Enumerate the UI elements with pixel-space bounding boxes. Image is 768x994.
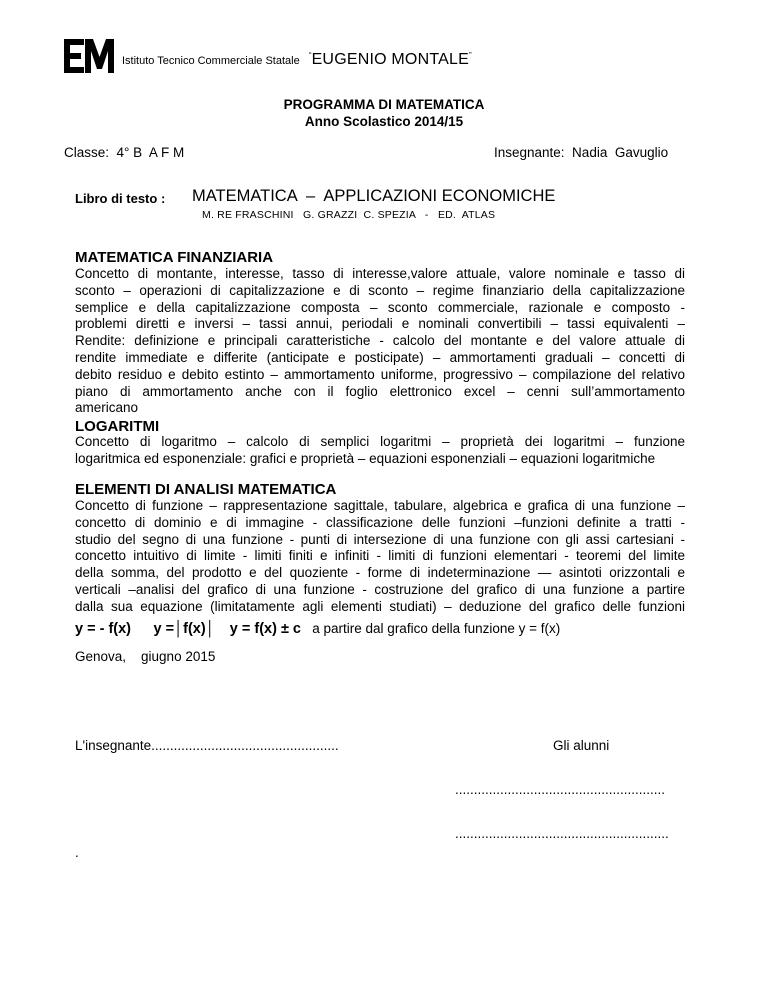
formula-negative: y = - f(x) [75, 621, 131, 637]
teacher-signature-line: L'insegnante.................................................. [75, 738, 339, 753]
text-line: problemi diretti e inversi – tassi annui, periodali e nominali convertibili – tassi equivalenti – [75, 316, 685, 332]
formula-line [75, 621, 560, 637]
document-title: PROGRAMMA DI MATEMATICA [283, 97, 485, 112]
text-line: concetto di dominio e di immagine - classificazione delle funzioni –funzioni definite a tratti - [75, 514, 685, 530]
section-title-analisi-matematica: ELEMENTI DI ANALISI MATEMATICA [75, 481, 337, 498]
text-line: logaritmica ed esponenziale: grafici e proprietà – equazioni esponenziali – equazioni logaritmiche [75, 450, 656, 466]
text-line: Concetto di logaritmo – calcolo di semplici logaritmi – proprietà dei logaritmi – funzione [75, 434, 685, 449]
textbook-authors: M. RE FRASCHINI G. GRAZZI C. SPEZIA - ED. ATLAS [202, 209, 496, 221]
section-body-analisi-matematica [75, 498, 685, 616]
text-line: Concetto di montante, interesse, tasso di interesse,valore attuale, valore nominale e tasso di [75, 266, 685, 281]
formula-tail: a partire dal grafico della funzione y = f(x) [312, 621, 561, 636]
institute-name: EUGENIO MONTALE [311, 51, 469, 68]
text-line: semplice e della capitalizzazione composta – sconto commerciale, razionale e composto - [75, 299, 685, 315]
student-signature-line-2: ......................................................... [455, 826, 669, 841]
text-line: rendite immediate e differite (anticipate e posticipate) – ammortamenti graduali – concetti di [75, 349, 685, 365]
school-header [122, 51, 472, 69]
class-info: Classe: 4° B A F M [64, 145, 185, 160]
section-title-matematica-finanziaria: MATEMATICA FINANZIARIA [75, 249, 274, 266]
text-line: debito residuo e debito estinto – ammortamento uniforme, progressivo – compilazione del relativo [75, 366, 685, 382]
textbook-title: MATEMATICA – APPLICAZIONI ECONOMICHE [192, 187, 556, 205]
text-line: dalla sua equazione (limitatamente agli elementi studiati) – deduzione del grafico delle funzioni [75, 598, 685, 614]
text-line: Rendite: definizione e principali caratteristiche - calcolo del montante e del valore attuale di [75, 333, 685, 349]
text-line: della somma, del prodotto e del quoziente - forme di indeterminazione — asintoti orizzontali e [75, 565, 685, 581]
close-quote: ” [468, 51, 472, 60]
place-date: Genova, giugno 2015 [75, 649, 216, 664]
em-logo-icon [64, 39, 114, 73]
text-line: studio del segno di una funzione - punti di intersezione di una funzione con gli assi cartesiani - [75, 531, 685, 547]
section-body-matematica-finanziaria [75, 266, 685, 417]
text-line: Concetto di funzione – rappresentazione sagittale, tabulare, algebrica e grafica di una funzione – [75, 498, 685, 513]
formula-absolute: y =│f(x)│ [153, 621, 215, 637]
textbook-label: Libro di testo : [75, 191, 166, 206]
text-line: concetto intuitivo di limite - limiti finiti e infiniti - limiti di funzioni elementari - teoremi del limite [75, 548, 685, 564]
text-line: sconto – operazioni di capitalizzazione e di sconto – regime finanziario della capitalizzazione [75, 282, 685, 298]
text-line: verticali –analisi del grafico di una funzione - costruzione del grafico di una funzione a partire [75, 581, 685, 597]
student-signature-line-1: ........................................................ [455, 782, 666, 797]
open-quote: “ [308, 51, 312, 60]
section-title-logaritmi: LOGARITMI [75, 418, 160, 435]
stray-dot: . [75, 845, 79, 860]
school-year: Anno Scolastico 2014/15 [304, 114, 464, 129]
formula-shift: y = f(x) ± c [229, 621, 301, 637]
students-label: Gli alunni [553, 738, 610, 753]
section-body-logaritmi [75, 434, 685, 468]
teacher-info: Insegnante: Nadia Gavuglio [494, 145, 669, 160]
text-line: americano [75, 400, 139, 416]
institute-prefix: Istituto Tecnico Commerciale Statale [122, 55, 300, 67]
text-line: piano di ammortamento anche con il foglio elettronico excel – cenni sull’ammortamento [75, 383, 685, 399]
